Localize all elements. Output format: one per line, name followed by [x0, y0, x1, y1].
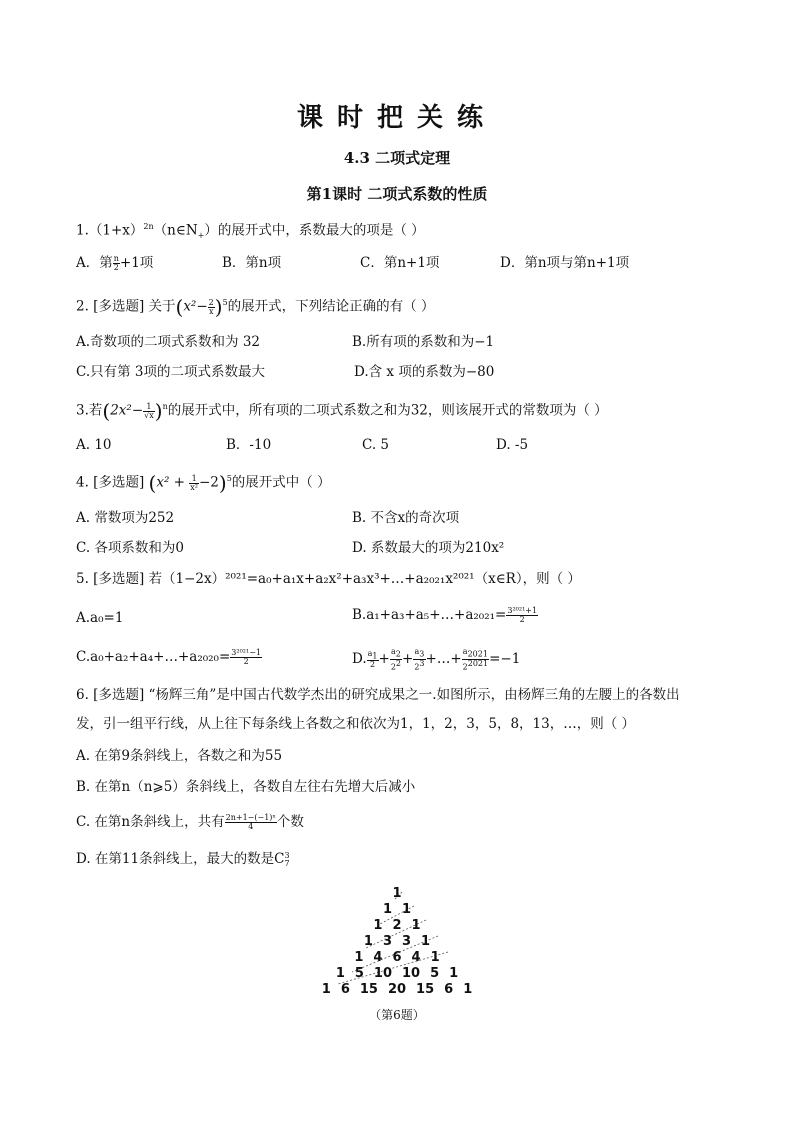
triangle-number: 20: [387, 982, 407, 997]
question-6-stem-line-1: 6. [多选题] “杨辉三角”是中国古代数学杰出的研究成果之一.如图所示，由杨辉三角的左腰上的各数出: [76, 687, 680, 703]
q2-option-b: B.所有项的系数和为−1: [352, 334, 495, 350]
triangle-number: 1: [335, 966, 345, 981]
figure-caption: （第6题）: [369, 1008, 425, 1022]
triangle-number: 1: [363, 934, 373, 949]
triangle-number: 1: [373, 918, 383, 933]
triangle-number: 1: [392, 886, 402, 901]
triangle-number: 10: [402, 966, 421, 981]
triangle-number: 3: [402, 934, 412, 949]
triangle-number: 4: [411, 950, 421, 965]
q2-option-c: C.只有第 3项的二项式系数最大: [76, 364, 266, 380]
triangle-row: [0, 886, 794, 901]
triangle-number: 1: [402, 902, 412, 917]
q5-option-b: B.a₁+a₃+a₅+…+a₂₀₂₁= $\frac{\text{3²⁰²¹+1}}{2}$: [352, 606, 538, 624]
triangle-number: 1: [421, 934, 431, 949]
triangle-number: 1: [449, 966, 459, 981]
triangle-number: 2: [392, 918, 402, 933]
section-title: 4.3 二项式定理: [343, 149, 451, 167]
question-4-stem: 4. [多选题] (x² + $\frac{1}{\text{x²}}$ −2)$^5$的展开式中（ ）: [76, 471, 331, 495]
question-5-stem: 5. [多选题] 若（1−2x）²⁰²¹=a₀+a₁x+a₂x²+a₃x³+…+a₂₀₂₁x²⁰²¹（x∈R），则（ ）: [76, 571, 581, 587]
q6-option-c: C. 在第n条斜线上，共有 $\frac{\text{2n+1−(−1)ⁿ}}{4}$ 个数: [76, 813, 304, 831]
q3-option-b: B．-10: [226, 437, 272, 453]
triangle-number: 15: [359, 982, 378, 997]
triangle-number: 10: [373, 966, 392, 981]
q3-option-d: D. -5: [496, 437, 529, 453]
triangle-number: 3: [382, 934, 392, 949]
q4-option-a: A. 常数项为252: [76, 510, 175, 526]
triangle-number: 4: [373, 950, 383, 965]
triangle-number: 5: [430, 966, 440, 981]
triangle-row: [0, 950, 794, 965]
triangle-number: 6: [340, 982, 350, 997]
triangle-row: [0, 966, 794, 981]
triangle-number: 6: [392, 950, 402, 965]
question-3-stem: 3.若(2x²− $\frac{1}{√x}$ )$^n$的展开式中，所有项的二项式系数之和为32，则该展开式的常数项为（ ）: [76, 399, 608, 423]
q1-option-a: A．第 $\frac{n}{2}$ +1项: [76, 254, 154, 272]
q4-option-b: B. 不含x的奇次项: [352, 510, 460, 526]
q5-option-c: C.a₀+a₂+a₄+…+a₂₀₂₀= $\frac{\text{3²⁰²¹−1}}{2}$: [76, 648, 261, 666]
triangle-number: 1: [321, 982, 331, 997]
question-2-stem: 2. [多选题] 关于(x²− $\frac{2}{x}$ )$^5$的展开式，下列结论正确的有（ ）: [76, 295, 435, 319]
q2-option-d: D.含 x 项的系数为−80: [354, 364, 495, 380]
q1-option-b: B．第n项: [222, 255, 282, 271]
question-6-stem-line-2: 发，引一组平行线，从上往下每条线上各数之和依次为1，1，2，3，5，8，13，…，则（ ）: [76, 716, 636, 732]
q2-option-a: A.奇数项的二项式系数和为 32: [76, 334, 261, 350]
triangle-row: [0, 934, 794, 949]
q4-option-c: C. 各项系数和为0: [76, 540, 185, 556]
triangle-number: 1: [463, 982, 473, 997]
q5-option-a: A.a₀=1: [76, 610, 124, 626]
q5-option-d: D. $\frac{a_1}{2}$ + $\frac{a_2}{2^2}$ + $\frac{a_3}{2^3}$ +…+ $\frac{a_{2021}}{2^{2021}}$ =−1: [352, 647, 521, 672]
q3-option-a: A. 10: [76, 437, 112, 453]
triangle-number: 1: [354, 950, 364, 965]
question-1-stem: $1.(1+x)^{2n}(n\in N_+)$的展开式中，系数最大的项是（ ）: [76, 222, 425, 241]
q6-option-d: D. 在第11条斜线上，最大的数是C 3 7: [76, 850, 290, 868]
triangle-number: 15: [416, 982, 435, 997]
q1-option-c: C．第n+1项: [360, 255, 440, 271]
triangle-row: [0, 902, 794, 917]
lesson-title: 第1课时 二项式系数的性质: [306, 185, 488, 203]
triangle-number: 5: [354, 966, 364, 981]
q4-option-d: D. 系数最大的项为210x²: [352, 540, 505, 556]
triangle-row: [0, 918, 794, 933]
q3-option-c: C. 5: [362, 437, 390, 453]
page-title: 课时把关练: [296, 103, 497, 133]
q6-option-b: B. 在第n（n⩾5）条斜线上，各数自左往右先增大后减小: [76, 779, 416, 795]
triangle-row: [0, 982, 794, 997]
triangle-number: 1: [382, 902, 392, 917]
triangle-number: 1: [430, 950, 440, 965]
triangle-number: 6: [444, 982, 454, 997]
q1-option-d: D．第n项与第n+1项: [500, 255, 630, 271]
q6-option-a: A. 在第9条斜线上，各数之和为55: [76, 748, 283, 764]
triangle-number: 1: [411, 918, 421, 933]
